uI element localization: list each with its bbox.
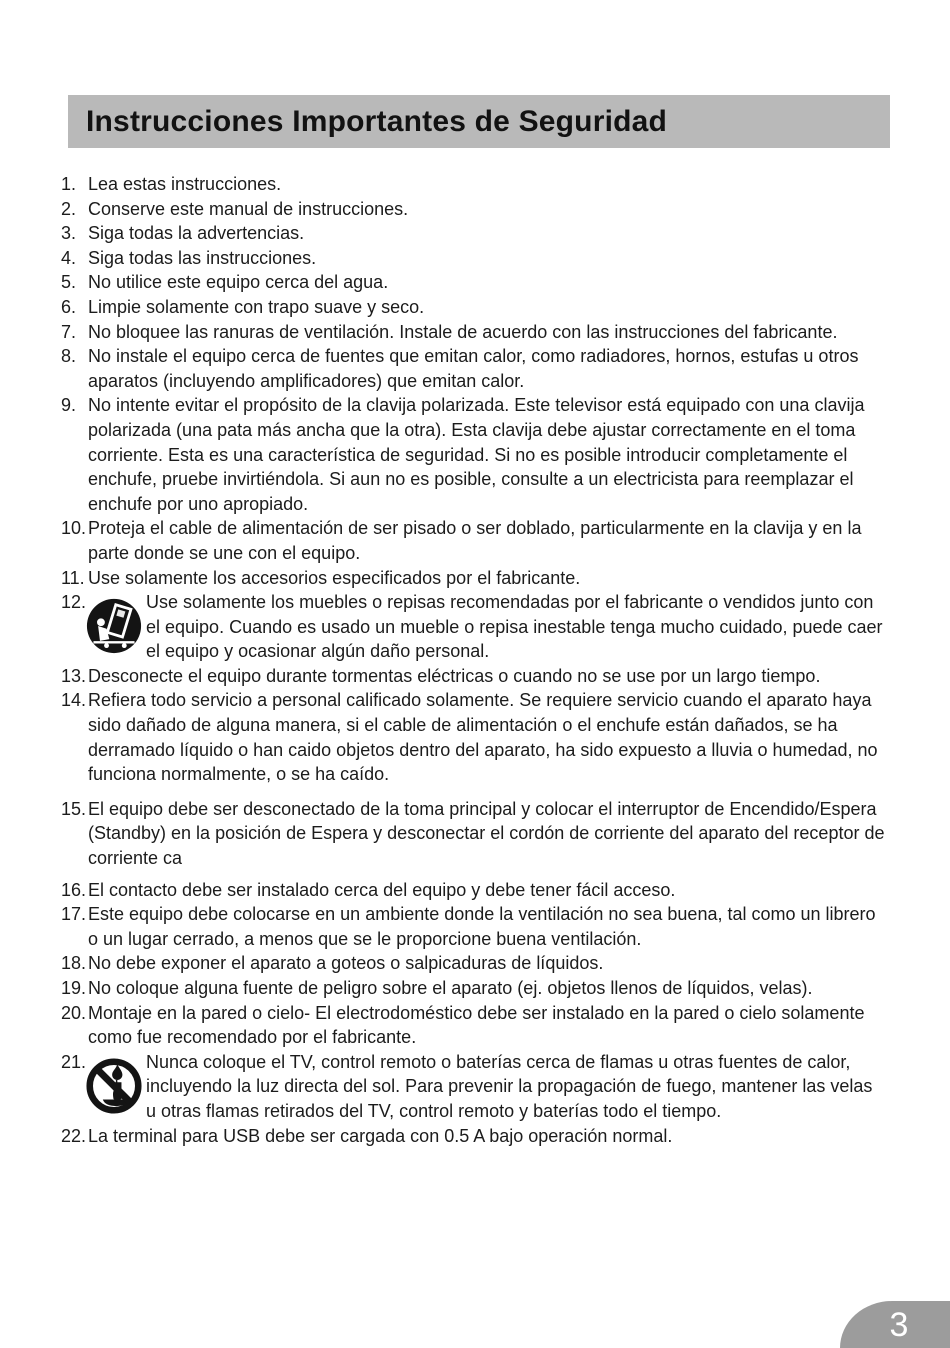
item-number: 4. xyxy=(61,247,77,268)
item-number: 14. xyxy=(61,690,87,711)
item-text: Proteja el cable de alimentación de ser pisado o ser doblado, particularmente en la clavija y en la parte donde se une con el equipo. xyxy=(88,518,862,563)
page-title: Instrucciones Importantes de Seguridad xyxy=(86,104,668,138)
page-number: 3 xyxy=(889,1305,909,1344)
item-number: 21. xyxy=(61,1051,87,1072)
item-text: No debe exponer el aparato a goteos o salpicaduras de líquidos. xyxy=(88,953,604,974)
item-text: No intente evitar el propósito de la clavija polarizada. Este televisor está equipado con una clavija polarizada (una pata más ancha que la otra). Esta clavija debe ajustar correctamente en el toma corriente. Esta es una característica de seguridad. Si no es posible introducir completamente el enchufe, pruebe invirtiéndola. Si aun no es posible, consulte a un electricista para reemplazar el enchufe por uno apropiado. xyxy=(88,395,865,514)
item-number: 8. xyxy=(61,346,77,367)
item-number: 16. xyxy=(61,879,87,900)
item-text: No coloque alguna fuente de peligro sobre el aparato (ej. objetos llenos de líquidos, velas). xyxy=(88,978,813,998)
instruction-item-18 xyxy=(61,951,885,976)
instruction-item-19 xyxy=(61,976,885,1001)
item-text: La terminal para USB debe ser cargada con 0.5 A bajo operación normal. xyxy=(88,1125,673,1146)
item-number: 2. xyxy=(61,198,77,219)
item-text: Lea estas instrucciones. xyxy=(88,174,282,194)
item-number: 11. xyxy=(61,567,85,588)
item-text: Siga todas las instrucciones. xyxy=(88,247,317,268)
item-number: 6. xyxy=(61,296,77,317)
instruction-item-15 xyxy=(61,797,885,871)
instruction-item-21 xyxy=(61,1050,885,1124)
instruction-item-5 xyxy=(61,270,885,295)
instruction-list xyxy=(61,172,885,1148)
item-text: El contacto debe ser instalado cerca del equipo y debe tener fácil acceso. xyxy=(88,879,676,900)
instruction-item-1 xyxy=(61,172,885,197)
item-number: 7. xyxy=(61,321,77,342)
instruction-item-9 xyxy=(61,393,885,516)
instruction-item-7 xyxy=(61,320,885,345)
item-text: Refiera todo servicio a personal calificado solamente. Se requiere servicio cuando el aparato haya sido dañado de alguna manera, si el cable de alimentación o el enchufe están dañados, se ha derramado líquido o han caido objetos dentro del aparato, ha sido expuesto a lluvia o humedad, no funciona normalmente, o se ha caído. xyxy=(88,690,878,785)
item-number: 22. xyxy=(61,1125,87,1146)
page-number-badge xyxy=(840,1301,950,1348)
section-title-bar xyxy=(68,95,890,148)
item-text: No instale el equipo cerca de fuentes que emitan calor, como radiadores, hornos, estufas u otros aparatos (incluyendo amplificadores) que emitan calor. xyxy=(88,346,859,391)
instruction-item-13 xyxy=(61,664,885,689)
item-number: 19. xyxy=(61,978,87,998)
item-number: 3. xyxy=(61,223,77,244)
instruction-item-3 xyxy=(61,221,885,246)
instruction-item-22 xyxy=(61,1124,885,1149)
instruction-item-20 xyxy=(61,1001,885,1050)
item-text: Montaje en la pared o cielo- El electrodoméstico debe ser instalado en la pared o cielo solamente como fue recomendado por el fabricante. xyxy=(88,1002,865,1048)
instruction-item-12 xyxy=(61,590,885,664)
item-number: 15. xyxy=(61,798,87,819)
instruction-item-4 xyxy=(61,246,885,271)
instruction-item-8 xyxy=(61,344,885,393)
item-number: 17. xyxy=(61,904,87,925)
no-open-flame-warning-icon xyxy=(86,1058,142,1114)
item-text: Use solamente los muebles o repisas recomendadas por el fabricante o vendidos junto con el equipo. Cuando es usado un mueble o repisa inestable tenga mucho cuidado, puede caer el equipo y ocasionar algún daño personal. xyxy=(146,592,883,662)
instruction-item-14 xyxy=(61,688,885,786)
item-number: 13. xyxy=(61,665,87,686)
item-text: Use solamente los accesorios especificados por el fabricante. xyxy=(88,567,581,588)
item-text: Desconecte el equipo durante tormentas eléctricas o cuando no se use por un largo tiempo. xyxy=(88,665,821,686)
item-number: 20. xyxy=(61,1002,87,1023)
instruction-item-17 xyxy=(61,902,885,951)
item-number: 18. xyxy=(61,953,87,974)
item-text: Nunca coloque el TV, control remoto o baterías cerca de flamas u otras fuentes de calor, incluyendo la luz directa del sol. Para prevenir la propagación de fuego, mantener las velas u otras flamas retirados del TV, control remoto y baterías todo el tiempo. xyxy=(146,1051,873,1121)
item-number: 9. xyxy=(61,395,77,416)
item-text: No utilice este equipo cerca del agua. xyxy=(88,272,389,293)
item-text: Limpie solamente con trapo suave y seco. xyxy=(88,296,425,317)
item-number: 12. xyxy=(61,592,87,613)
instruction-item-2 xyxy=(61,197,885,222)
item-number: 10. xyxy=(61,518,87,539)
instruction-item-16 xyxy=(61,878,885,903)
instruction-item-6 xyxy=(61,295,885,320)
item-text: El equipo debe ser desconectado de la toma principal y colocar el interruptor de Encendido/Espera (Standby) en la posición de Espera y desconectar el cordón de corriente del aparato del receptor de corriente ca xyxy=(88,798,885,869)
instruction-item-11 xyxy=(61,566,885,591)
item-number: 5. xyxy=(61,272,77,293)
tip-over-warning-icon xyxy=(86,598,142,654)
item-text: Conserve este manual de instrucciones. xyxy=(88,198,409,219)
item-text: No bloquee las ranuras de ventilación. Instale de acuerdo con las instrucciones del fabricante. xyxy=(88,321,838,342)
item-text: Este equipo debe colocarse en un ambiente donde la ventilación no sea buena, tal como un librero o un lugar cerrado, a menos que se le proporcione buena ventilación. xyxy=(88,904,876,949)
item-text: Siga todas la advertencias. xyxy=(88,223,305,244)
instruction-item-10 xyxy=(61,516,885,565)
item-number: 1. xyxy=(61,174,77,194)
